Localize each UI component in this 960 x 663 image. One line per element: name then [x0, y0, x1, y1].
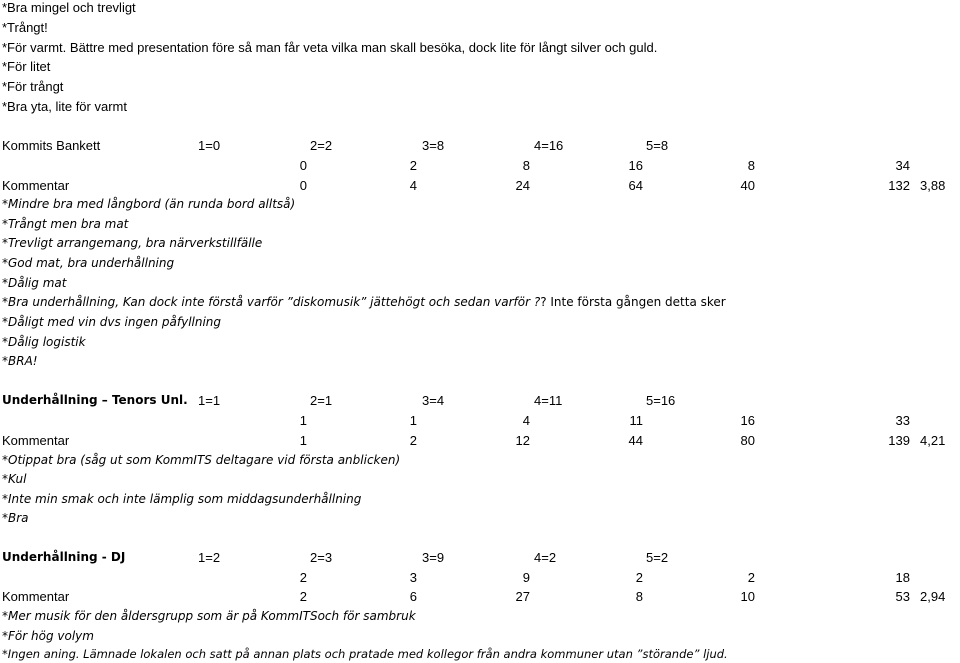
comment-label: Kommentar — [2, 433, 70, 448]
weighted-total: 34 — [895, 158, 910, 173]
score-header: 2=3 — [310, 550, 333, 565]
comment: *Trångt men bra mat — [2, 217, 129, 231]
comment: *Dålig logistik — [2, 335, 86, 349]
count-value: 64 — [628, 178, 643, 193]
count-value: 4 — [409, 178, 417, 193]
weighted-value: 2 — [409, 158, 417, 173]
comment: *För hög volym — [2, 629, 94, 643]
count-value: 2 — [299, 589, 307, 604]
count-value: 44 — [628, 433, 643, 448]
score-header: 1=2 — [198, 550, 221, 565]
score-header: 2=1 — [310, 393, 333, 408]
count-value: 80 — [740, 433, 755, 448]
weighted-value: 9 — [522, 570, 530, 585]
count-value: 10 — [740, 589, 755, 604]
count-total: 53 — [895, 589, 910, 604]
count-value: 12 — [515, 433, 530, 448]
comment: *Ingen aning. Lämnade lokalen och satt på annan plats och pratade med kollegor från andra kommuner utan ”störande” ljud. — [2, 647, 728, 661]
comment-extra: ? Inte första gången detta sker — [540, 295, 726, 309]
intro-comment: *Trångt! — [2, 20, 48, 35]
weighted-value: 8 — [522, 158, 530, 173]
weighted-value: 2 — [747, 570, 755, 585]
comment: *Trevligt arrangemang, bra närverkstillfälle — [2, 236, 263, 250]
weighted-value: 0 — [299, 158, 307, 173]
comment: *God mat, bra underhållning — [2, 256, 175, 270]
score-header: 2=2 — [310, 138, 333, 153]
score-header: 4=11 — [534, 393, 563, 408]
count-value: 40 — [740, 178, 755, 193]
weighted-value: 1 — [409, 413, 417, 428]
score-header: 3=9 — [422, 550, 445, 565]
weighted-value: 16 — [628, 158, 643, 173]
comment: *Kul — [2, 472, 27, 486]
count-total: 132 — [888, 178, 910, 193]
count-total: 139 — [888, 433, 910, 448]
weighted-total: 18 — [895, 570, 910, 585]
score-header: 1=0 — [198, 138, 221, 153]
score-header: 4=2 — [534, 550, 557, 565]
intro-comment: *Bra yta, lite för varmt — [2, 99, 127, 114]
comment: *Otippat bra (såg ut som KommITS deltagare vid första anblicken) — [2, 453, 401, 467]
weighted-value: 16 — [740, 413, 755, 428]
weighted-total: 33 — [895, 413, 910, 428]
comment: *Dålig mat — [2, 276, 67, 290]
score-header: 3=4 — [422, 393, 445, 408]
comment-label: Kommentar — [2, 589, 70, 604]
count-value: 2 — [409, 433, 417, 448]
weighted-value: 1 — [299, 413, 307, 428]
comment: *Dåligt med vin dvs ingen påfyllning — [2, 315, 222, 329]
comment: *BRA! — [2, 354, 38, 368]
count-value: 8 — [635, 589, 643, 604]
weighted-value: 8 — [747, 158, 755, 173]
score-header: 1=1 — [198, 393, 221, 408]
count-value: 24 — [515, 178, 530, 193]
weighted-value: 2 — [299, 570, 307, 585]
section-title: Underhållning - DJ — [2, 550, 126, 564]
comment: *Bra underhållning, Kan dock inte förstå varför ”diskomusik” jättehögt och sedan varför ? — [2, 295, 541, 309]
count-value: 27 — [515, 589, 530, 604]
intro-comment: *För varmt. Bättre med presentation före så man får veta vilka man skall besöka, dock lite för långt silver och guld. — [2, 40, 658, 55]
intro-comment: *Bra mingel och trevligt — [2, 0, 136, 15]
comment: *Mindre bra med långbord (än runda bord alltså) — [2, 197, 296, 211]
average-value: 2,94 — [920, 589, 946, 604]
score-header: 4=16 — [534, 138, 564, 153]
score-header: 3=8 — [422, 138, 445, 153]
count-value: 0 — [299, 178, 307, 193]
comment-label: Kommentar — [2, 178, 70, 193]
comment-line — [2, 296, 726, 308]
count-value: 6 — [409, 589, 417, 604]
section-title: Underhållning – Tenors Unl. — [2, 393, 188, 407]
weighted-value: 2 — [635, 570, 643, 585]
weighted-value: 4 — [522, 413, 530, 428]
average-value: 3,88 — [920, 178, 946, 193]
weighted-value: 11 — [629, 413, 643, 428]
intro-comment: *För litet — [2, 59, 51, 74]
score-header: 5=8 — [646, 138, 669, 153]
weighted-value: 3 — [409, 570, 417, 585]
count-value: 1 — [299, 433, 307, 448]
comment: *Mer musik för den åldersgrupp som är på KommITSoch för sambruk — [2, 609, 416, 623]
intro-comment: *För trångt — [2, 79, 64, 94]
score-header: 5=2 — [646, 550, 669, 565]
section-title: Kommits Bankett — [2, 138, 101, 153]
comment: *Bra — [2, 511, 29, 525]
score-header: 5=16 — [646, 393, 676, 408]
comment: *Inte min smak och inte lämplig som middagsunderhållning — [2, 492, 362, 506]
average-value: 4,21 — [920, 433, 946, 448]
